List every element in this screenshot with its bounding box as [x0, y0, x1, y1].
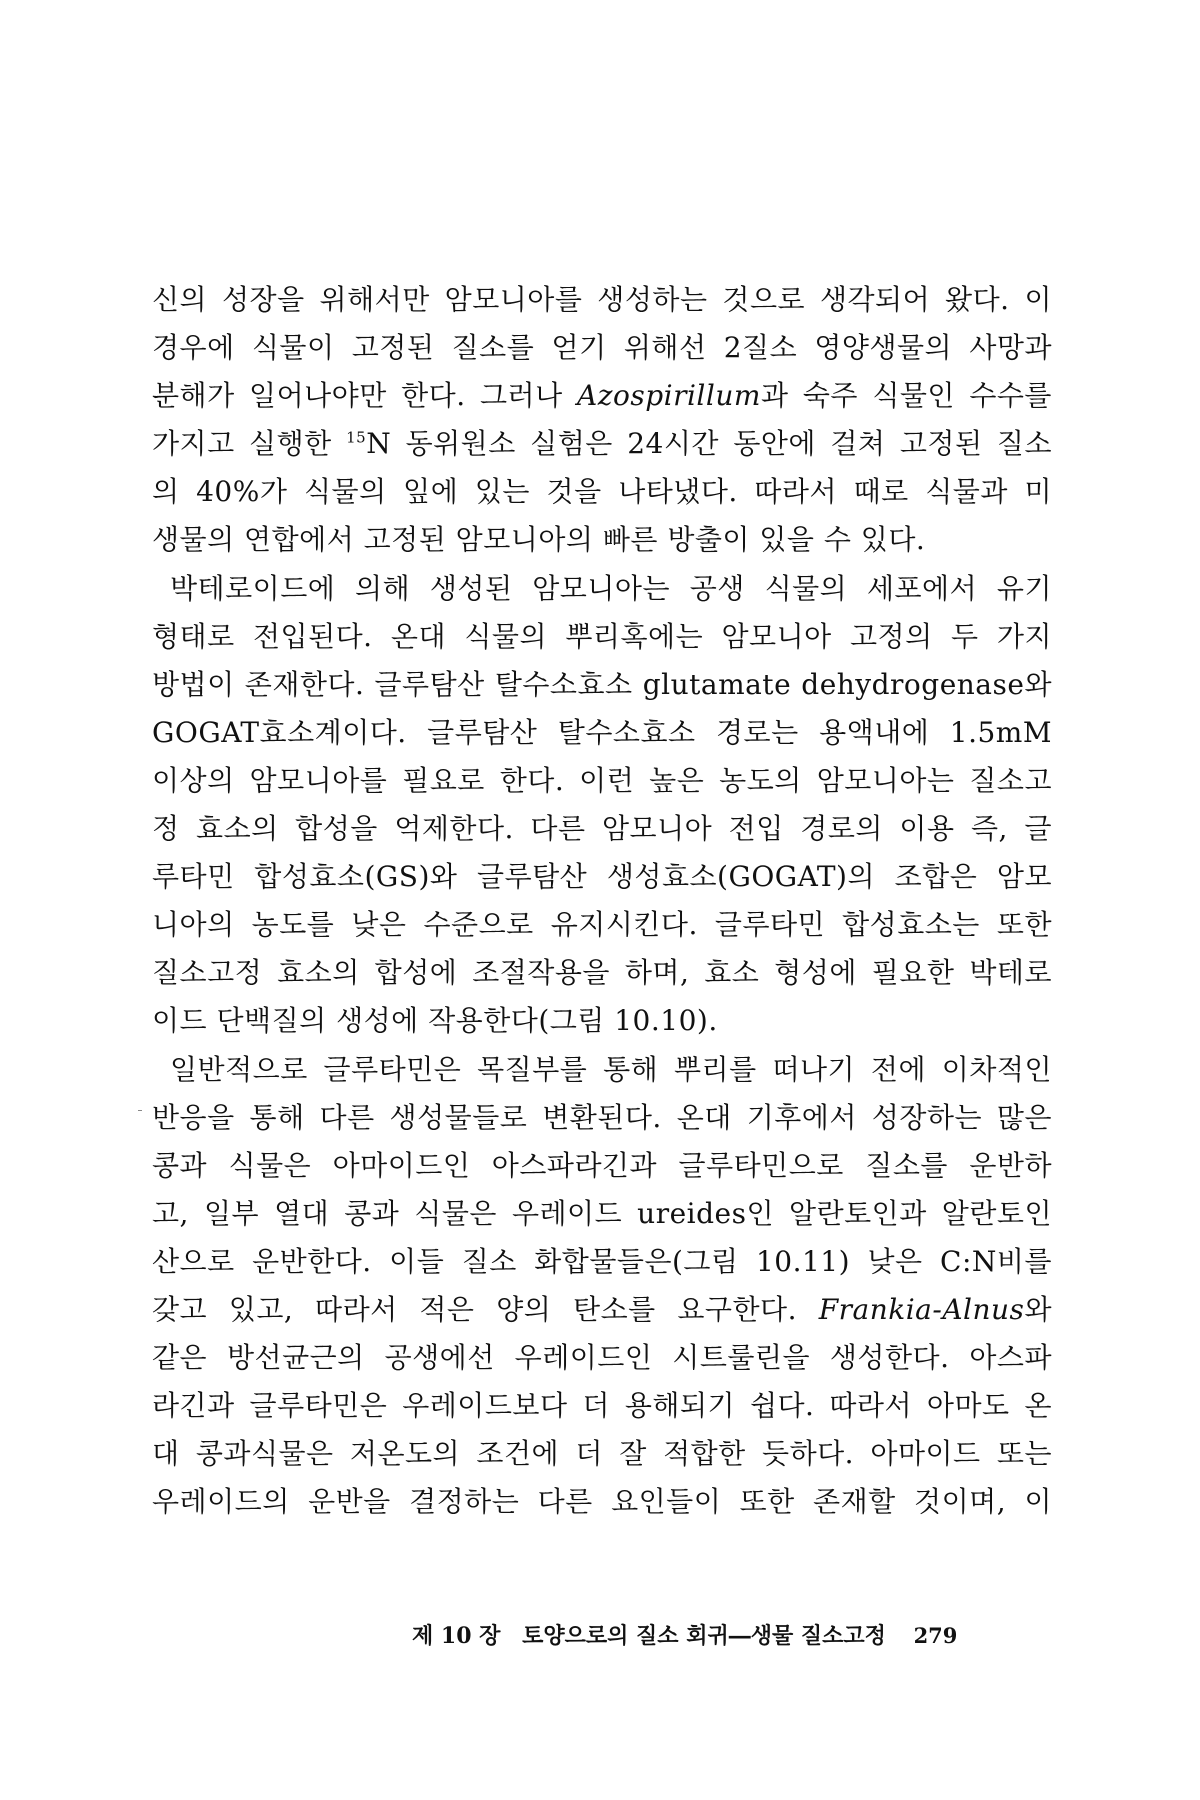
- chapter-label: 제 10 장: [412, 1623, 501, 1649]
- text-line: 콩과 식물은 아마이드인 아스파라긴과 글루타민으로 질소를 운반하: [152, 1148, 1052, 1182]
- text-line: GOGAT효소계이다. 글루탐산 탈수소효소 경로는 용액내에 1.5mM: [152, 715, 1052, 749]
- text-line: 의 40%가 식물의 잎에 있는 것을 나타냈다. 따라서 때로 식물과 미: [152, 475, 1052, 509]
- running-footer: [412, 1616, 1012, 1656]
- text-line: 고, 일부 열대 콩과 식물은 우레이드 ureides인 알란토인과 알란토인: [152, 1196, 1052, 1230]
- paragraph-3: [152, 1046, 1052, 1527]
- text-line: 이상의 암모니아를 필요로 한다. 이런 높은 농도의 암모니아는 질소고: [152, 763, 1052, 797]
- text-line: 갖고 있고, 따라서 적은 양의 탄소를 요구한다. Frankia-Alnus와: [152, 1292, 1052, 1326]
- text-line: 라긴과 글루타민은 우레이드보다 더 용해되기 쉽다. 따라서 아마도 온: [152, 1389, 1052, 1423]
- text-line: 분해가 일어나야만 한다. 그러나 Azospirillum과 숙주 식물인 수수를: [152, 379, 1052, 413]
- text-line: 질소고정 효소의 합성에 조절작용을 하며, 효소 형성에 필요한 박테로: [152, 956, 1052, 990]
- text-line: 일반적으로 글루타민은 목질부를 통해 뿌리를 떠나기 전에 이차적인: [170, 1052, 1052, 1086]
- text-line: 신의 성장을 위해서만 암모니아를 생성하는 것으로 생각되어 왔다. 이: [152, 283, 1052, 316]
- margin-mark: [138, 1110, 142, 1111]
- paragraph-1: [152, 276, 1052, 565]
- text-line: 반응을 통해 다른 생성물들로 변환된다. 온대 기후에서 성장하는 많은: [152, 1100, 1052, 1134]
- text-line: 경우에 식물이 고정된 질소를 얻기 위해선 2질소 영양생물의 사망과: [152, 331, 1052, 365]
- page-number: 279: [913, 1623, 958, 1648]
- scientific-name: Azospirillum: [577, 379, 761, 413]
- text-line: 이드 단백질의 생성에 작용한다(그림 10.10).: [152, 1004, 718, 1038]
- paragraph-2: [152, 565, 1052, 1046]
- text-line: 박테로이드에 의해 생성된 암모니아는 공생 식물의 세포에서 유기: [170, 571, 1052, 605]
- text-line: 같은 방선균근의 공생에선 우레이드인 시트룰린을 생성한다. 아스파: [152, 1341, 1052, 1375]
- text-line: 정 효소의 합성을 억제한다. 다른 암모니아 전입 경로의 이용 즉, 글: [152, 812, 1052, 846]
- text-line: 산으로 운반한다. 이들 질소 화합물들은(그림 10.11) 낮은 C:N비를: [152, 1244, 1052, 1278]
- chapter-title: 토양으로의 질소 회귀―생물 질소고정: [522, 1623, 886, 1649]
- text-line: 루타민 합성효소(GS)와 글루탐산 생성효소(GOGAT)의 조합은 암모: [152, 860, 1052, 894]
- text-line: 대 콩과식물은 저온도의 조건에 더 잘 적합한 듯하다. 아마이드 또는: [152, 1437, 1052, 1471]
- scientific-name: Frankia-Alnus: [818, 1292, 1025, 1326]
- text-line: 우레이드의 운반을 결정하는 다른 요인들이 또한 존재할 것이며, 이: [152, 1485, 1052, 1519]
- text-line: 형태로 전입된다. 온대 식물의 뿌리혹에는 암모니아 고정의 두 가지: [152, 619, 1052, 653]
- text-line: 가지고 실행한 $^{15}$N 동위원소 실험은 24시간 동안에 걸쳐 고정된 질소: [152, 427, 1052, 461]
- text-line: 니아의 농도를 낮은 수준으로 유지시킨다. 글루타민 합성효소는 또한: [152, 908, 1052, 942]
- body-text: [152, 276, 1052, 1526]
- isotope-superscript: 15: [346, 428, 367, 447]
- text-line: 생물의 연합에서 고정된 암모니아의 빠른 방출이 있을 수 있다.: [152, 523, 926, 557]
- text-line: 방법이 존재한다. 글루탐산 탈수소효소 glutamate dehydrogenase와: [152, 667, 1052, 701]
